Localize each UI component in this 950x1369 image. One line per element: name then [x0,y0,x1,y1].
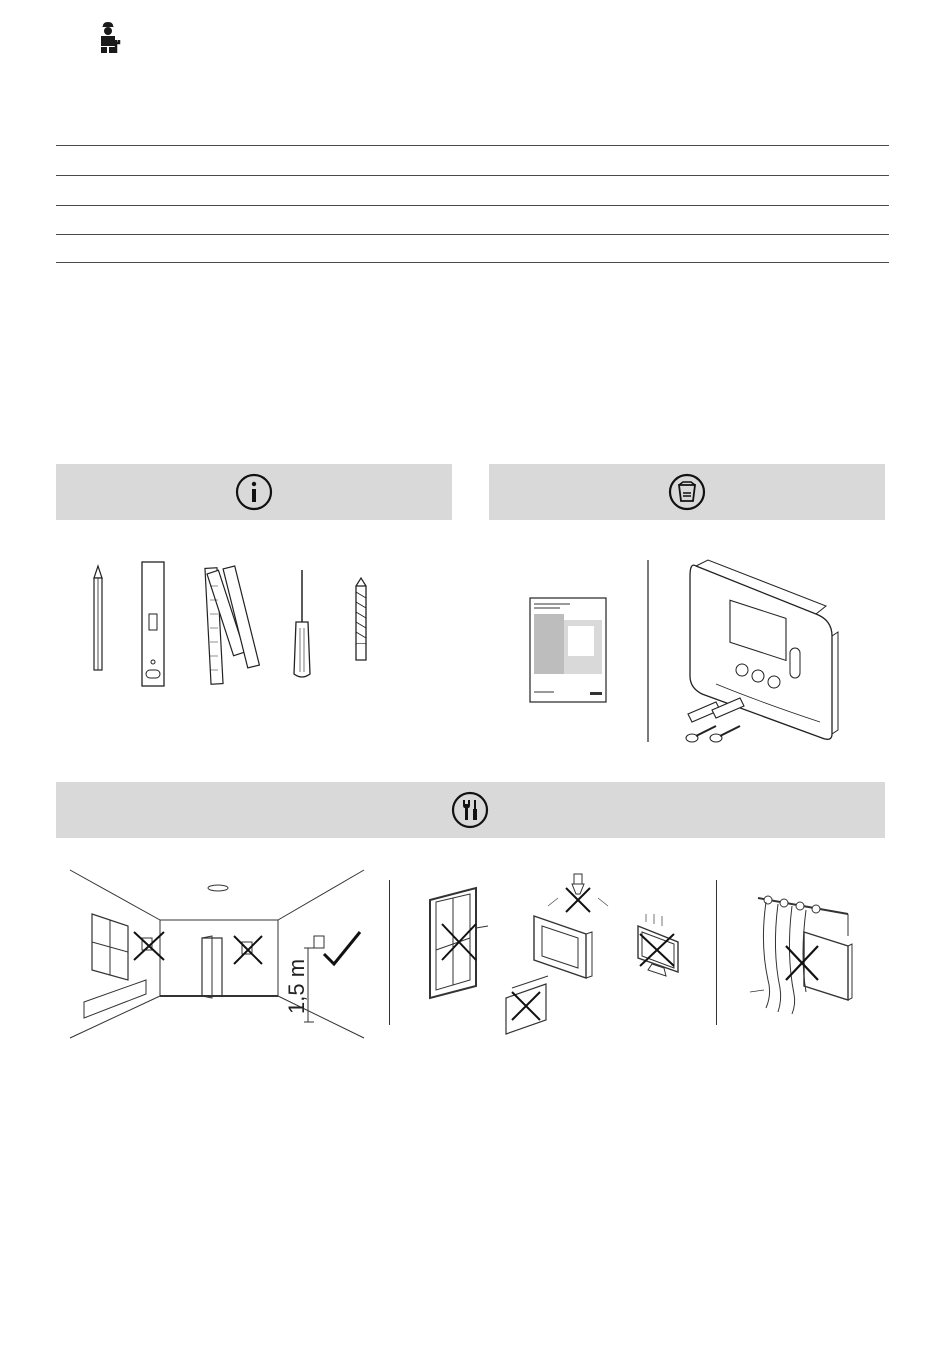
thermostat-device-icon [534,916,592,978]
info-band [56,464,452,520]
folding-rule-icon [205,566,259,684]
mounting-height-label: 1,5 m [284,958,309,1014]
drill-bit-icon [356,578,366,660]
table-rule-4 [56,234,889,235]
ceiling-lamp-icon [548,874,608,912]
placement-separator-1 [389,880,390,1025]
package-contents-icon [668,473,706,511]
installation-band [56,782,885,838]
tools-icon [451,791,489,829]
info-icon [235,473,273,511]
table-rule-2 [56,175,889,176]
wall-plugs-icon [688,698,744,722]
placement-separator-2 [716,880,717,1025]
screwdriver-icon [294,570,310,677]
screws-icon [686,726,740,742]
tools-illustration [70,556,390,692]
pencil-icon [94,566,102,670]
radiator-icon [506,976,548,1034]
table-rule-5 [56,262,889,263]
room-placement-illustration [66,862,370,1044]
table-rule-3 [56,205,889,206]
package-band [489,464,885,520]
window-icon [430,888,488,998]
avoid-curtains-illustration [748,884,858,1024]
manual-document-icon [530,598,606,702]
spirit-level-icon [142,562,164,686]
package-contents-illustration [520,556,850,746]
table-rule-1 [56,145,889,146]
tv-monitor-icon [638,914,678,976]
installer-icon [98,22,124,54]
avoid-heat-sources-illustration [416,868,700,1036]
